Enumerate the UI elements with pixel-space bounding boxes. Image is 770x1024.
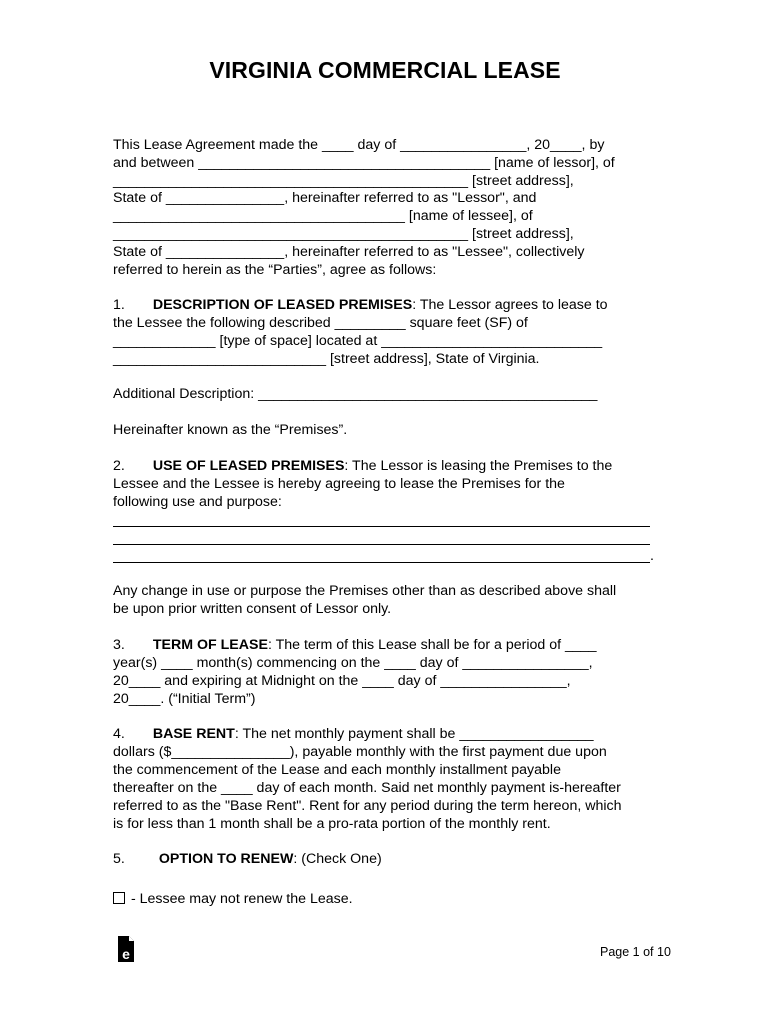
blank-line <box>113 526 650 527</box>
section-4-heading-line <box>113 725 593 743</box>
section-heading: TERM OF LEASE <box>152 637 268 653</box>
change-line: be upon prior written consent of Lessor only. <box>113 601 392 617</box>
section-heading: USE OF LEASED PREMISES <box>152 458 345 474</box>
blank-line-period: . <box>650 548 654 564</box>
section-heading: BASE RENT <box>152 726 235 742</box>
svg-text:e: e <box>122 946 130 962</box>
intro-line: referred to herein as the “Parties”, agree as follows: <box>113 262 437 278</box>
eforms-logo-icon <box>118 936 134 962</box>
section-4-line: the commencement of the Lease and each monthly installment payable <box>113 762 561 778</box>
section-4-line: referred to as the "Base Rent". Rent for any period during the term hereon, which <box>113 798 622 814</box>
change-line: Any change in use or purpose the Premises other than as described above shall <box>113 583 617 599</box>
section-3-line: year(s) ____ month(s) commencing on the ____ day of ________________, <box>113 655 593 671</box>
section-3-line: 20____ and expiring at Midnight on the ____ day of ________________, <box>113 673 571 689</box>
section-1-line: _____________ [type of space] located at ____________________________ <box>113 333 603 349</box>
section-text: : The Lessor agrees to lease to <box>412 297 608 313</box>
section-4-line: dollars ($_______________), payable monthly with the first payment due upon <box>113 744 607 760</box>
intro-line: This Lease Agreement made the ____ day of ________________, 20____, by <box>113 137 605 153</box>
section-number: 5. <box>113 851 125 867</box>
section-3-line: 20____. (“Initial Term”) <box>113 691 256 707</box>
section-heading: DESCRIPTION OF LEASED PREMISES <box>152 297 413 313</box>
intro-line: State of _______________, hereinafter referred to as "Lessor", and <box>113 190 537 206</box>
blank-line <box>113 544 650 545</box>
section-text: : (Check One) <box>293 851 382 867</box>
section-text: : The net monthly payment shall be _________________ <box>234 726 594 742</box>
intro-line: _____________________________________ [name of lessee], of <box>113 208 533 224</box>
section-number: 4. <box>113 726 125 742</box>
section-1-line: the Lessee the following described _________ square feet (SF) of <box>113 315 528 331</box>
section-5-heading-line <box>113 850 382 868</box>
section-text: : The Lessor is leasing the Premises to the <box>344 458 613 474</box>
intro-line: State of _______________, hereinafter referred to as "Lessee", collectively <box>113 244 585 260</box>
section-number: 2. <box>113 458 125 474</box>
additional-description: Additional Description: ___________________________________________ <box>113 386 598 402</box>
section-1-line: ___________________________ [street address], State of Virginia. <box>113 351 540 367</box>
section-2-heading-line <box>113 457 612 475</box>
section-text: : The term of this Lease shall be for a period of ____ <box>267 637 597 653</box>
renew-option-label: - Lessee may not renew the Lease. <box>127 891 353 907</box>
page-number: Page 1 of 10 <box>600 945 671 959</box>
document-title: VIRGINIA COMMERCIAL LEASE <box>209 57 561 83</box>
premises-definition: Hereinafter known as the “Premises”. <box>113 422 348 438</box>
section-2-line: Lessee and the Lessee is hereby agreeing to lease the Premises for the <box>113 476 565 492</box>
renew-option-checkbox[interactable] <box>113 892 125 904</box>
section-4-line: thereafter on the ____ day of each month. Said net monthly payment is-hereafter <box>113 780 621 796</box>
renew-option-no <box>113 890 353 908</box>
section-number: 3. <box>113 637 125 653</box>
section-3-heading-line <box>113 636 597 654</box>
blank-line <box>113 562 650 563</box>
intro-line: _____________________________________________ [street address], <box>113 226 574 242</box>
section-heading: OPTION TO RENEW <box>158 851 294 867</box>
intro-line: _____________________________________________ [street address], <box>113 173 574 189</box>
section-1-heading-line <box>113 296 608 314</box>
section-4-line: is for less than 1 month shall be a pro-rata portion of the monthly rent. <box>113 816 551 832</box>
section-number: 1. <box>113 297 125 313</box>
section-2-line: following use and purpose: <box>113 494 282 510</box>
intro-line: and between _____________________________________ [name of lessor], of <box>113 155 615 171</box>
